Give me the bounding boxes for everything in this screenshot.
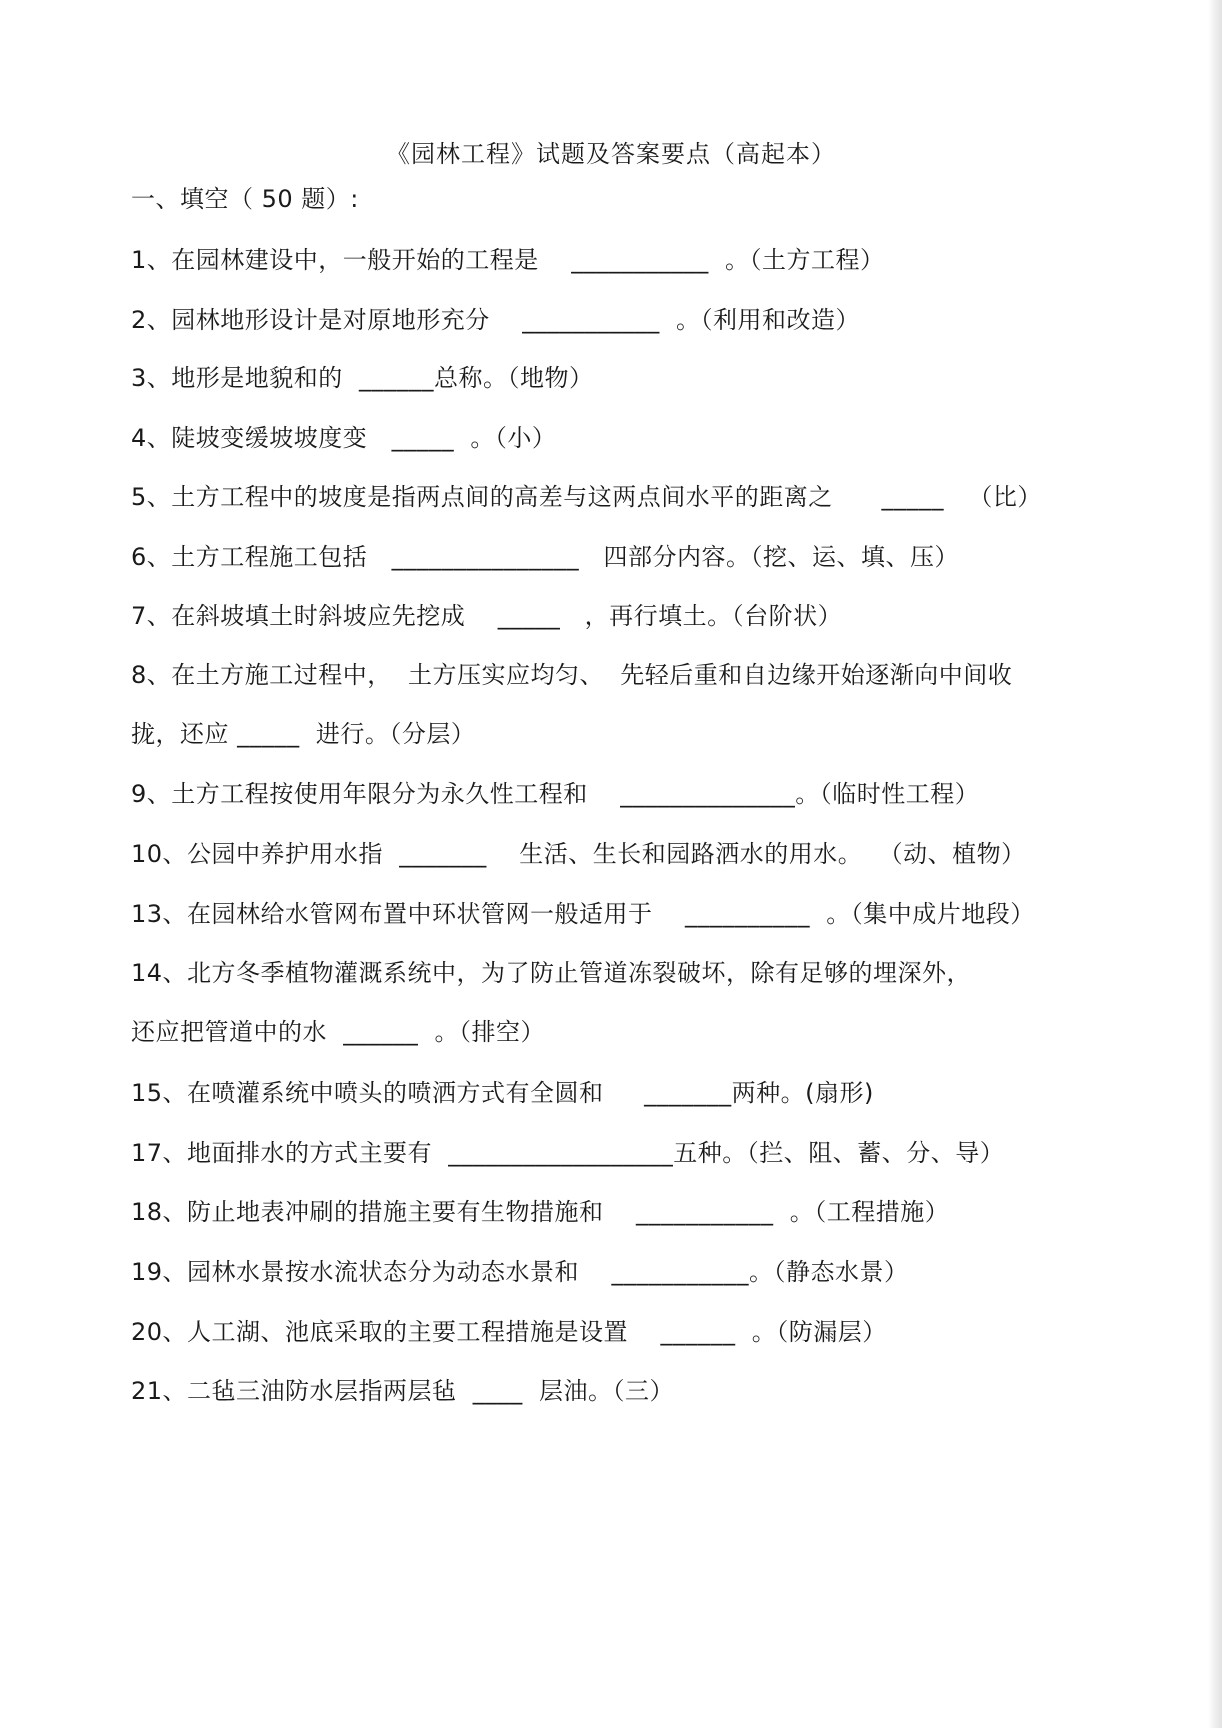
question-line: 7、在斜坡填土时斜坡应先挖成 _____ ，再行填土。（台阶状） <box>131 602 843 630</box>
question-line: 3、地形是地貌和的 ______总称。（地物） <box>131 364 594 392</box>
page-edge-shadow <box>1208 0 1222 1728</box>
question-line: 6、土方工程施工包括 _______________ 四部分内容。（挖、运、填、压） <box>131 543 960 571</box>
question-line: 18、防止地表冲刷的措施主要有生物措施和 ___________ 。（工程措施） <box>131 1198 950 1226</box>
question-line: 10、公园中养护用水指 _______ 生活、生长和园路洒水的用水。 （动、植物） <box>131 840 1026 868</box>
question-line-continued: 拢，还应 _____ 进行。（分层） <box>131 720 476 748</box>
question-line: 9、土方工程按使用年限分为永久性工程和 ______________。（临时性工程） <box>131 780 980 808</box>
section-heading: 一、填空（ 50 题）: <box>131 185 359 213</box>
question-line: 19、园林水景按水流状态分为动态水景和 ___________。（静态水景） <box>131 1258 909 1286</box>
question-line: 1、在园林建设中，一般开始的工程是 ___________ 。（土方工程） <box>131 246 885 274</box>
question-line: 13、在园林给水管网布置中环状管网一般适用于 __________ 。（集中成片地段） <box>131 900 1035 928</box>
question-line: 8、在土方施工过程中， 土方压实应均匀、 先轻后重和自边缘开始逐渐向中间收 <box>131 661 1013 689</box>
question-line: 14、北方冬季植物灌溉系统中，为了防止管道冻裂破坏，除有足够的埋深外， <box>131 959 972 987</box>
question-line: 4、陡坡变缓坡坡度变 _____ 。（小） <box>131 424 557 452</box>
question-line: 20、人工湖、池底采取的主要工程措施是设置 ______ 。（防漏层） <box>131 1318 887 1346</box>
question-line: 5、土方工程中的坡度是指两点间的高差与这两点间水平的距离之 _____ （比） <box>131 483 1042 511</box>
question-line: 21、二毡三油防水层指两层毡 ____ 层油。（三） <box>131 1377 675 1405</box>
document-title: 《园林工程》试题及答案要点（高起本） <box>386 140 836 168</box>
question-line: 2、园林地形设计是对原地形充分 ___________ 。（利用和改造） <box>131 306 861 334</box>
question-line: 17、地面排水的方式主要有 __________________五种。（拦、阻、蓄、分、导） <box>131 1139 1005 1167</box>
question-line-continued: 还应把管道中的水 ______ 。（排空） <box>131 1018 546 1046</box>
question-line: 15、在喷灌系统中喷头的喷洒方式有全圆和 _______两种。(扇形) <box>131 1079 874 1107</box>
